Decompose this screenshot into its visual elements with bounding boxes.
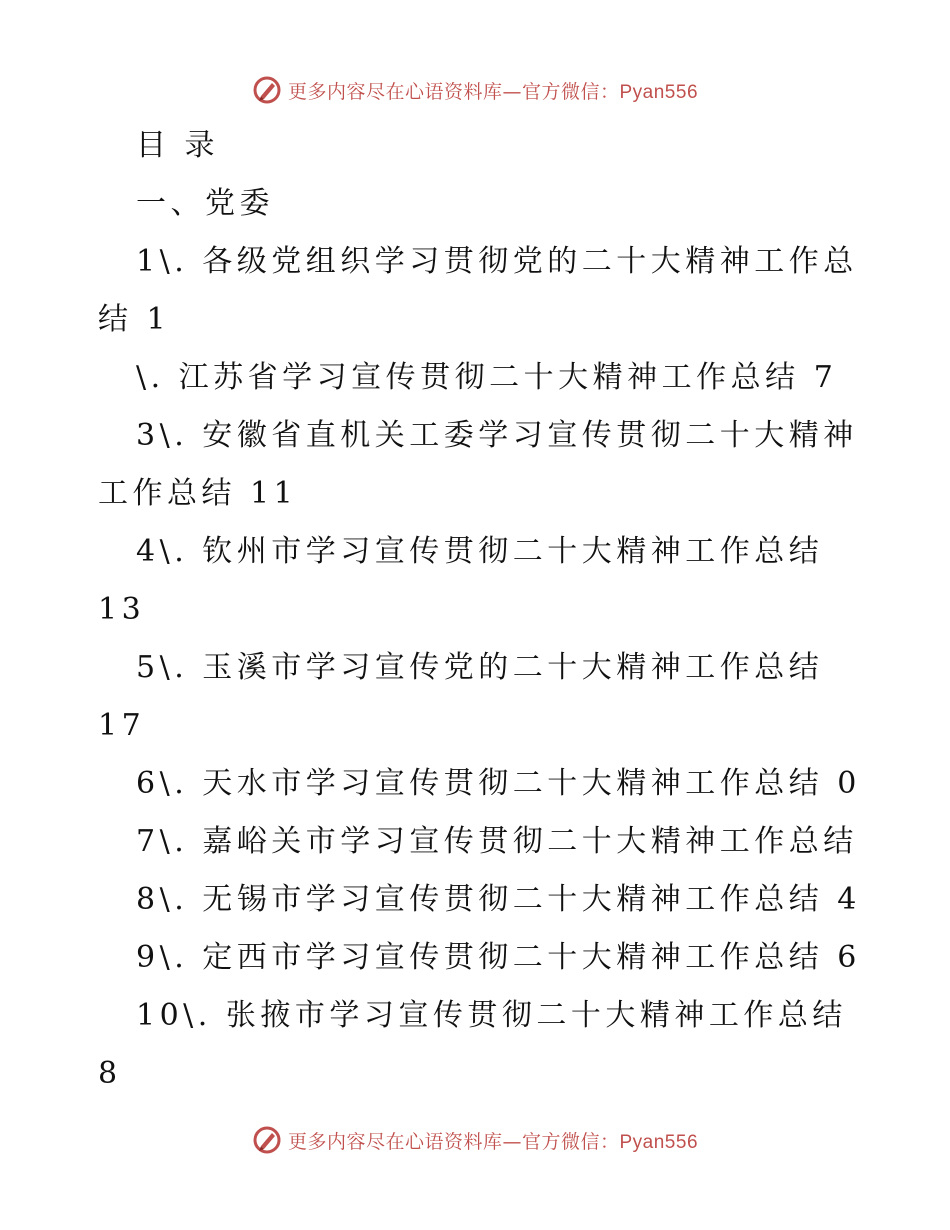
toc-section-title: 一、党委 bbox=[136, 186, 274, 221]
toc-entry: 5\. 玉溪市学习宣传党的二十大精神工作总结 bbox=[136, 650, 824, 685]
banner-text bbox=[288, 77, 698, 104]
toc-entry: 9\. 定西市学习宣传贯彻二十大精神工作总结 6 bbox=[136, 940, 861, 975]
banner-separator: — bbox=[502, 1130, 522, 1153]
toc-entry: \. 江苏省学习宣传贯彻二十大精神工作总结 7 bbox=[136, 360, 838, 395]
toc-entry: 3\. 安徽省直机关工委学习宣传贯彻二十大精神 bbox=[136, 418, 858, 453]
banner-wechat-id: Pyan556 bbox=[619, 1131, 699, 1153]
toc-entry-continuation: 8 bbox=[98, 1056, 122, 1091]
banner-separator: — bbox=[502, 80, 522, 103]
banner-wechat-id: Pyan556 bbox=[619, 81, 699, 103]
pen-circle-icon bbox=[252, 1125, 282, 1155]
bottom-banner bbox=[0, 1120, 950, 1160]
banner-brand: 更多内容尽在心语资料库 bbox=[287, 1130, 503, 1153]
toc-entry: 4\. 钦州市学习宣传贯彻二十大精神工作总结 bbox=[136, 534, 824, 569]
toc-entry-continuation: 13 bbox=[98, 592, 146, 627]
banner-text bbox=[288, 1127, 698, 1154]
toc-entry-continuation: 结 1 bbox=[98, 302, 171, 337]
toc-entry: 1\. 各级党组织学习贯彻党的二十大精神工作总 bbox=[136, 244, 858, 279]
toc-entry: 8\. 无锡市学习宣传贯彻二十大精神工作总结 4 bbox=[136, 882, 861, 917]
banner-wechat-label: 官方微信： bbox=[521, 80, 620, 103]
toc-entry-continuation: 17 bbox=[98, 708, 146, 743]
top-banner bbox=[0, 70, 950, 110]
toc-entry: 7\. 嘉峪关市学习宣传贯彻二十大精神工作总结 bbox=[136, 824, 858, 859]
banner-brand: 更多内容尽在心语资料库 bbox=[287, 80, 503, 103]
banner-wechat-label: 官方微信： bbox=[521, 1130, 620, 1153]
toc-entry: 10\. 张掖市学习宣传贯彻二十大精神工作总结 bbox=[136, 998, 847, 1033]
toc-entry-continuation: 工作总结 11 bbox=[98, 476, 298, 511]
pen-circle-icon bbox=[252, 75, 282, 105]
toc-entry: 6\. 天水市学习宣传贯彻二十大精神工作总结 0 bbox=[136, 766, 861, 801]
toc-heading: 目 录 bbox=[136, 128, 220, 163]
